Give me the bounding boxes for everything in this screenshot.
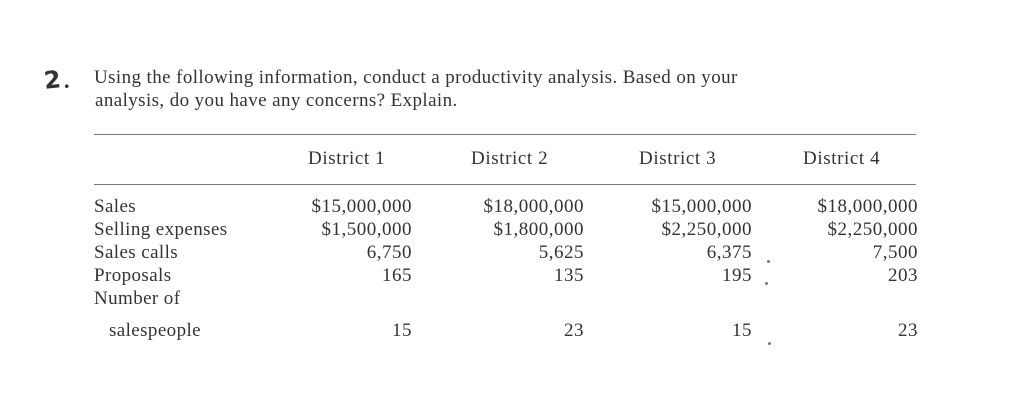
column-header-district-1: District 1 — [308, 148, 386, 169]
table-header-rule — [94, 184, 916, 185]
table-cell: 5,625 — [538, 242, 584, 263]
row-label: Number of — [94, 288, 181, 309]
column-header-district-2: District 2 — [471, 148, 549, 169]
table-cell: 195 — [722, 265, 752, 286]
question-text-line-1: Using the following information, conduct a productivity analysis. Based on your — [94, 67, 738, 88]
table-cell: $1,500,000 — [321, 219, 412, 240]
scan-speck — [768, 342, 771, 345]
table-cell: $15,000,000 — [311, 196, 412, 217]
column-header-district-4: District 4 — [803, 148, 881, 169]
table-cell: $2,250,000 — [827, 219, 918, 240]
table-cell: 7,500 — [872, 242, 918, 263]
row-label: Selling expenses — [94, 219, 228, 240]
table-cell: 135 — [554, 265, 584, 286]
table-cell: 203 — [888, 265, 918, 286]
table-top-rule — [94, 134, 916, 135]
table-cell: $15,000,000 — [651, 196, 752, 217]
scan-speck — [765, 282, 768, 285]
table-cell: $18,000,000 — [483, 196, 584, 217]
row-label: Sales — [94, 196, 137, 217]
question-number-dot: . — [64, 68, 70, 93]
table-cell: 23 — [898, 320, 918, 341]
table-cell: $2,250,000 — [661, 219, 752, 240]
table-cell: 6,375 — [706, 242, 752, 263]
table-cell: $1,800,000 — [493, 219, 584, 240]
question-text-line-2: analysis, do you have any concerns? Explain. — [95, 90, 458, 111]
table-cell: 23 — [564, 320, 584, 341]
table-cell: 15 — [732, 320, 752, 341]
question-number-text: 2 — [42, 65, 63, 95]
table-cell: 6,750 — [366, 242, 412, 263]
row-label: salespeople — [109, 320, 201, 341]
column-header-district-3: District 3 — [639, 148, 717, 169]
table-cell: 165 — [382, 265, 412, 286]
question-prompt — [94, 66, 934, 112]
row-label: Sales calls — [94, 242, 179, 263]
row-label: Proposals — [94, 265, 172, 286]
table-cell: $18,000,000 — [817, 196, 918, 217]
scan-speck — [767, 260, 770, 263]
table-cell: 15 — [392, 320, 412, 341]
